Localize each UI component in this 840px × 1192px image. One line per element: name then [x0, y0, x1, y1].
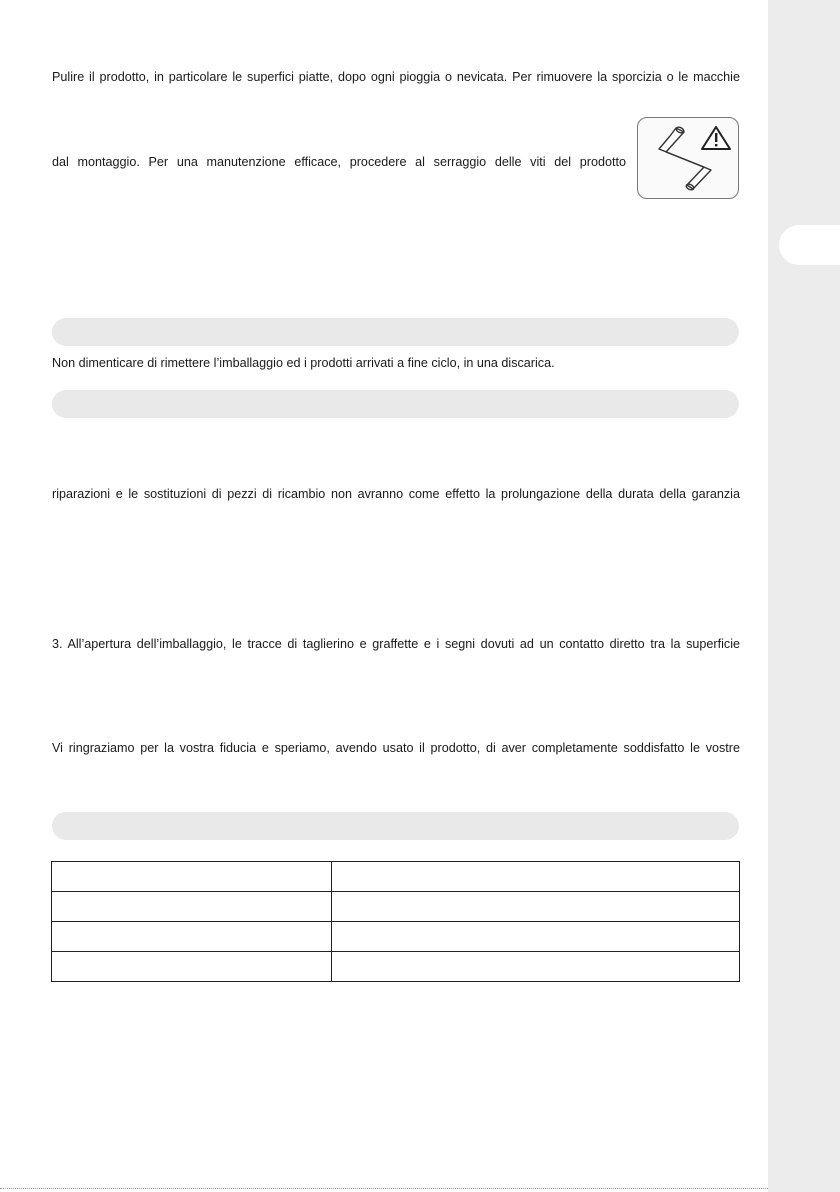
thanks-text: Vi ringraziamo per la vostra fiducia e speriamo, avendo usato il prodotto, di aver completamente soddisfatto le vostre: [52, 741, 740, 755]
table-cell: [52, 952, 332, 982]
spec-table: [51, 861, 740, 982]
footer-divider: [0, 1188, 768, 1189]
language-tab: [779, 225, 840, 265]
table-cell: [332, 892, 740, 922]
section-header-bar: [52, 390, 739, 418]
table-cell: [332, 862, 740, 892]
table-row: [52, 922, 740, 952]
table-cell: [332, 952, 740, 982]
table-cell: [52, 922, 332, 952]
table-cell: [52, 892, 332, 922]
side-strip: [768, 0, 840, 1192]
table-row: [52, 892, 740, 922]
section-header-bar: [52, 812, 739, 840]
table-cell: [332, 922, 740, 952]
cleaning-text: Pulire il prodotto, in particolare le superfici piatte, dopo ogni pioggia o nevicata. Per rimuovere la sporcizia o le macchie: [52, 70, 740, 84]
disposal-text: Non dimenticare di rimettere l’imballaggio ed i prodotti arrivati a fine ciclo, in una discarica.: [52, 356, 555, 370]
tool-warning-box: [637, 117, 739, 199]
table-cell: [52, 862, 332, 892]
table-row: [52, 952, 740, 982]
warning-triangle-icon: [638, 118, 740, 200]
section-header-bar: [52, 318, 739, 346]
warranty-text: riparazioni e le sostituzioni di pezzi di ricambio non avranno come effetto la prolungazione della durata della garanzia: [52, 487, 740, 501]
table-row: [52, 862, 740, 892]
packaging-text: 3. All’apertura dell’imballaggio, le tracce di taglierino e graffette e i segni dovuti ad un contatto diretto tra la superficie: [52, 637, 740, 651]
assembly-text: dal montaggio. Per una manutenzione efficace, procedere al serraggio delle viti del prodotto: [52, 155, 626, 169]
